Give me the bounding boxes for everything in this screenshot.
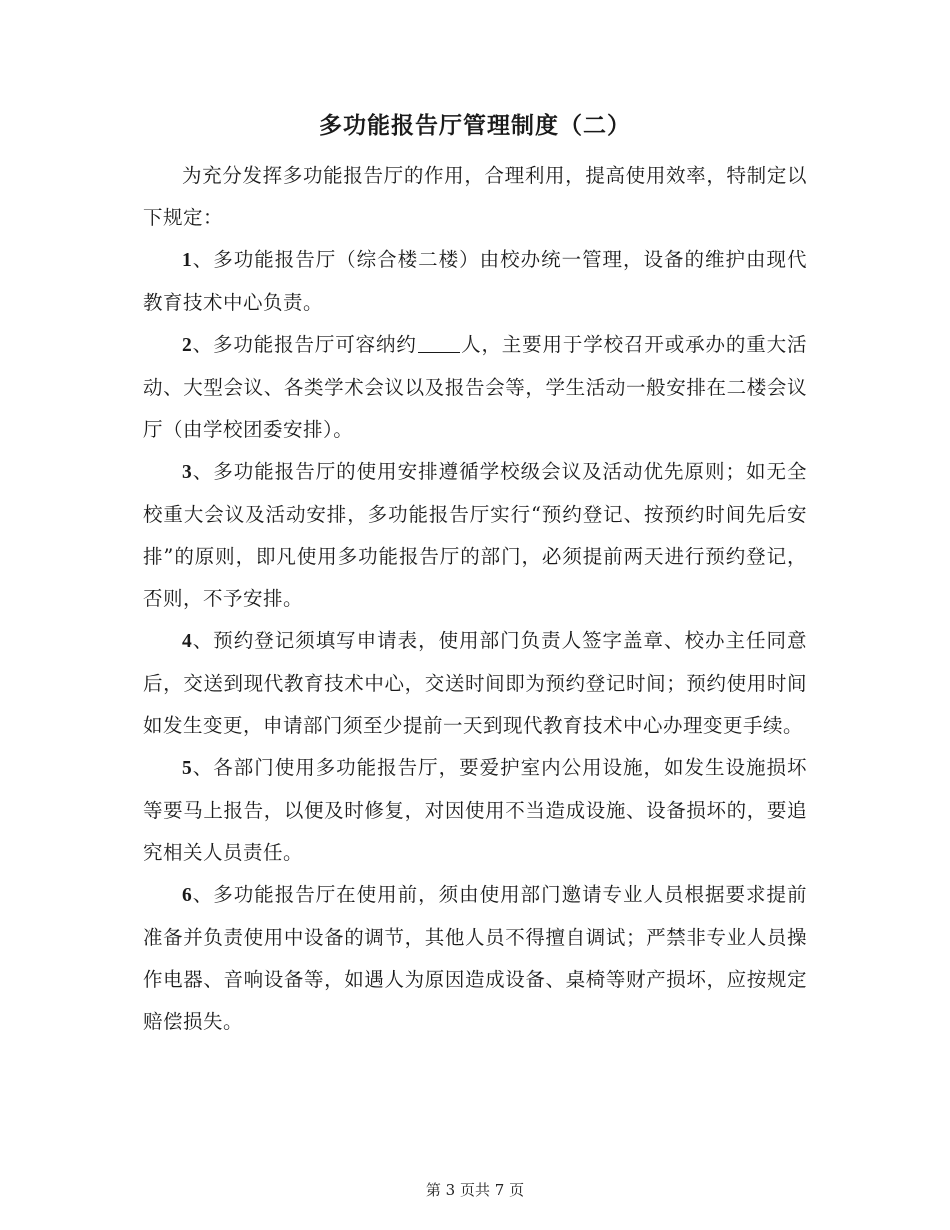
rule-item-4 bbox=[143, 620, 807, 747]
capacity-blank bbox=[418, 334, 460, 353]
rule-text-after-blank: 人，主要用于学校召开或承办的重大活动、大型会议、各类学术会议以及报告会等，学生活动一般安排在二楼会议厅（由学校团委安排）。 bbox=[143, 333, 807, 441]
rule-text: 多功能报告厅的使用安排遵循学校级会议及活动优先原则；如无全校重大会议及活动安排，多功能报告厅实行“预约登记、按预约时间先后安排”的原则，即凡使用多功能报告厅的部门，必须提前两天进行预约登记，否则，不予安排。 bbox=[143, 460, 807, 610]
rule-item-1 bbox=[143, 239, 807, 324]
rule-separator: 、 bbox=[192, 248, 214, 271]
rule-number: 6 bbox=[182, 885, 193, 906]
rule-separator: 、 bbox=[192, 460, 214, 483]
page-number-footer: 第 3 页共 7 页 bbox=[425, 1181, 525, 1199]
rule-text: 各部门使用多功能报告厅，要爱护室内公用设施，如发生设施损坏等要马上报告，以便及时修复，对因使用不当造成设施、设备损坏的，要追究相关人员责任。 bbox=[143, 756, 807, 864]
rule-number: 4 bbox=[182, 631, 193, 652]
rule-separator: 、 bbox=[192, 883, 214, 906]
rule-number: 2 bbox=[182, 335, 193, 356]
document-body bbox=[143, 155, 807, 1043]
rule-item-2 bbox=[143, 324, 807, 451]
intro-paragraph: 为充分发挥多功能报告厅的作用，合理利用，提高使用效率，特制定以下规定： bbox=[143, 164, 807, 229]
rule-number: 3 bbox=[182, 462, 193, 483]
rule-separator: 、 bbox=[192, 333, 213, 356]
rule-item-3 bbox=[143, 451, 807, 620]
rule-number: 1 bbox=[182, 250, 193, 271]
rule-text: 多功能报告厅在使用前，须由使用部门邀请专业人员根据要求提前准备并负责使用中设备的调节，其他人员不得擅自调试；严禁非专业人员操作电器、音响设备等，如遇人为原因造成设备、桌椅等财产损坏，应按规定赔偿损失。 bbox=[143, 883, 807, 1033]
rule-separator: 、 bbox=[192, 756, 214, 779]
rule-item-6 bbox=[143, 874, 807, 1043]
document-title: 多功能报告厅管理制度（二） bbox=[319, 112, 631, 139]
rule-text-before-blank: 多功能报告厅可容纳约 bbox=[213, 333, 417, 356]
rule-separator: 、 bbox=[192, 629, 214, 652]
rule-number: 5 bbox=[182, 758, 193, 779]
rule-text: 预约登记须填写申请表，使用部门负责人签字盖章、校办主任同意后，交送到现代教育技术中心，交送时间即为预约登记时间；预约使用时间如发生变更，申请部门须至少提前一天到现代教育技术中心办理变更手续。 bbox=[143, 629, 807, 737]
rule-item-5 bbox=[143, 747, 807, 874]
rule-text: 多功能报告厅（综合楼二楼）由校办统一管理，设备的维护由现代教育技术中心负责。 bbox=[143, 248, 807, 314]
